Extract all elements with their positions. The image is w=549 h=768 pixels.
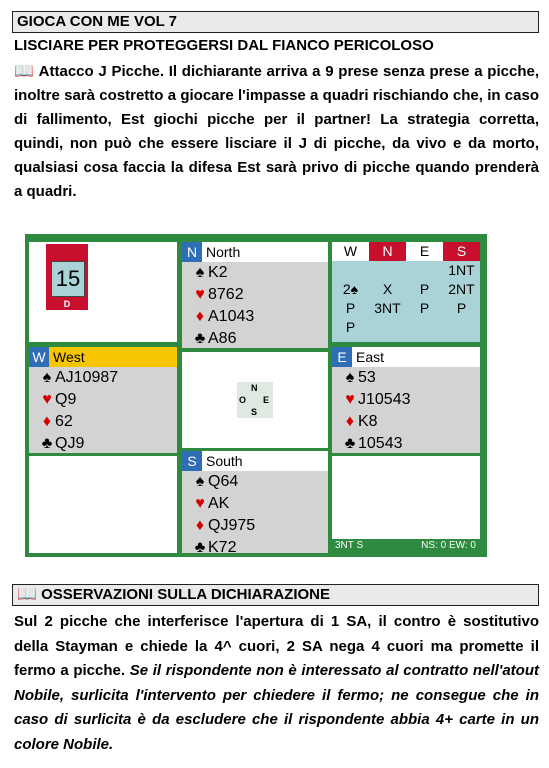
bidding-header: W N E S [332,242,480,261]
notes-text: Sul 2 picche che interferisce l'apertura di 1 SA, il contro è sostitutivo della Stayman e chiede la 4^ cuori, 2 SA nega 4 cuori ma promette il fermo a picche. [14,613,539,679]
bridge-diagram [25,234,487,557]
heart-icon: ♥ [42,391,52,408]
heart-icon: ♥ [195,286,205,303]
intro-text: Attacco J Picche. Il dichiarante arriva a 9 prese senza prese a picche, inoltre sarà costretto a giocare l'impasse a quadri rischiando che, in caso di fallimento, Est giochi picche per il partner! La strategia corretta, quindi, non può che essere lisciare il J di picche, da vivo e da morto, qualsiasi cosa faccia la difesa Est sarà privo di picche quando prenderà a quadri. [14,63,539,200]
club-icon: ♣ [344,435,356,452]
north-spades: ♠ K2 [182,262,328,284]
diamond-icon: ♦ [195,308,205,325]
score-label: NS: 0 EW: 0 [421,540,476,551]
east-clubs: ♣ 10543 [332,433,480,455]
west-clubs: ♣ QJ9 [29,433,177,455]
club-icon: ♣ [194,330,206,347]
player-name-north: North [206,244,241,260]
book-icon: 📖 [14,63,35,80]
heart-icon: ♥ [345,391,355,408]
east-diamonds: ♦ K8 [332,411,480,433]
result-panel [332,456,480,553]
south-clubs: ♣ K72 [182,537,328,559]
dir-badge-west: W [29,347,49,367]
south-diamonds: ♦ QJ975 [182,515,328,537]
west-hearts: ♥ Q9 [29,389,177,411]
hand-south [182,451,328,556]
spade-icon: ♠ [195,264,205,281]
board-info [29,242,177,342]
north-clubs: ♣ A86 [182,328,328,350]
club-icon: ♣ [41,435,53,452]
hand-north [182,242,328,348]
heart-icon: ♥ [195,495,205,512]
south-spades: ♠ Q64 [182,471,328,493]
hand-west [29,347,177,453]
dir-badge-north: N [182,242,202,262]
west-spades: ♠ AJ10987 [29,367,177,389]
contract-label: 3NT S [335,540,364,551]
page-title: GIOCA CON ME VOL 7 [17,13,178,30]
diamond-icon: ♦ [42,413,52,430]
north-diamonds: ♦ A1043 [182,306,328,328]
spade-icon: ♠ [195,473,205,490]
dir-badge-south: S [182,451,202,471]
diamond-icon: ♦ [345,413,355,430]
empty-panel [29,456,177,553]
spade-icon: ♠ [42,369,52,386]
bidding-row: 1NT [448,262,475,278]
hand-east [332,347,480,453]
bidding-row: P [345,319,356,335]
diamond-icon: ♦ [195,517,205,534]
north-hearts: ♥ 8762 [182,284,328,306]
section-header [12,584,539,606]
south-hearts: ♥ AK [182,493,328,515]
section-title: OSSERVAZIONI SULLA DICHIARAZIONE [41,586,330,603]
bidding-table [332,242,480,342]
player-name-west: West [53,349,85,365]
dir-badge-east: E [332,347,352,367]
spade-icon: ♠ [345,369,355,386]
bidding-row: 2♠ X P 2NT [342,281,475,297]
book-icon: 📖 [17,586,37,603]
table-center [182,352,328,448]
player-name-south: South [206,453,243,469]
dealer-marker: D [63,299,71,309]
east-hearts: ♥ J10543 [332,389,480,411]
notes-italic-text: Se il rispondente non è interessato al contratto nell'atout Nobile, surlicita l'intervento per chiedere il fermo; ne consegue che in caso di surlicita è da escludere che il rispondente abbia 4+ carte in un colore Nobile. [14,662,540,753]
club-icon: ♣ [194,539,206,556]
west-diamonds: ♦ 62 [29,411,177,433]
board-number: 15 [51,261,85,297]
page-header [12,11,539,33]
section-subtitle: LISCIARE PER PROTEGGERSI DAL FIANCO PERICOLOSO [14,37,434,54]
player-name-east: East [356,349,385,365]
east-spades: ♠ 53 [332,367,480,389]
bidding-row: P 3NT P P [345,300,467,316]
intro-paragraph [14,60,539,204]
notes-paragraph [14,610,539,757]
compass-icon: N O E S [237,382,273,418]
